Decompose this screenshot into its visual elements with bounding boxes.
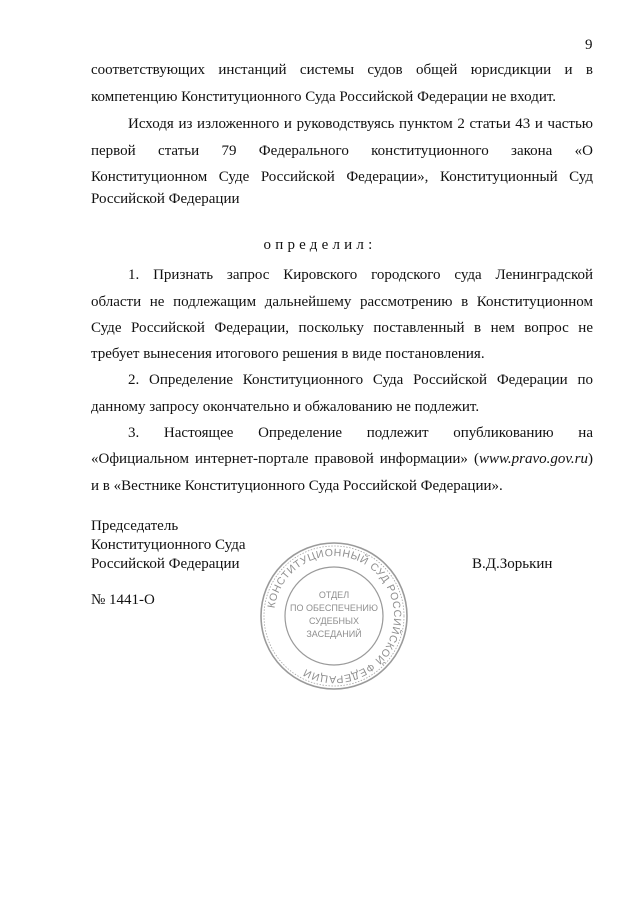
- paragraph-line: 2. Определение Конституционного Суда Российской Федерации по: [128, 372, 593, 388]
- paragraph-line: соответствующих инстанций системы судов общей юрисдикции и в: [91, 62, 593, 78]
- paragraph-line: [91, 450, 593, 468]
- page-number: 9: [585, 37, 593, 53]
- paragraph-line: первой статьи 79 Федерального конституционного закона «О: [91, 143, 593, 159]
- paragraph-line: требует вынесения итогового решения в виде постановления.: [91, 346, 485, 362]
- paragraph-line: Российской Федерации: [91, 191, 240, 207]
- paragraph-line: Суде Российской Федерации, поскольку поставленный в нем вопрос не: [91, 320, 593, 336]
- paragraph-line: 1. Признать запрос Кировского городского суда Ленинградской: [128, 267, 593, 283]
- official-seal: [258, 540, 410, 692]
- signature-title-line: Конституционного Суда: [91, 537, 246, 553]
- paragraph-line: области не подлежащим дальнейшему рассмотрению в Конституционном: [91, 294, 593, 310]
- text-segment: «Официальном интернет-портале правовой информации» (: [91, 451, 479, 467]
- url-text: www.pravo.gov.ru: [478, 451, 588, 467]
- paragraph-line: компетенцию Конституционного Суда Российской Федерации не входит.: [91, 89, 557, 105]
- paragraph-line: данному запросу окончательно и обжалованию не подлежит.: [91, 399, 480, 415]
- paragraph-line: Конституционном Суде Российской Федерации», Конституционный Суд: [91, 169, 593, 185]
- signatory-name: В.Д.Зорькин: [472, 556, 553, 572]
- seal-outer-text: КОНСТИТУЦИОННЫЙ СУД РОССИЙСКОЙ ФЕДЕРАЦИИ: [265, 546, 404, 686]
- paragraph-line: Исходя из изложенного и руководствуясь пунктом 2 статьи 43 и частью: [128, 116, 593, 132]
- seal-inner-line: ЗАСЕДАНИЙ: [306, 629, 362, 639]
- paragraph-line: и в «Вестнике Конституционного Суда Российской Федерации».: [91, 478, 503, 494]
- seal-inner-line: СУДЕБНЫХ: [309, 616, 359, 626]
- paragraph-line: 3. Настоящее Определение подлежит опубликованию на: [128, 425, 593, 441]
- ruling-heading: определил:: [263, 237, 377, 253]
- seal-inner-line: ОТДЕЛ: [318, 590, 350, 600]
- document-number: № 1441-О: [91, 592, 155, 608]
- seal-inner-line: ПО ОБЕСПЕЧЕНИЮ: [290, 603, 378, 613]
- signature-title-line: Председатель: [91, 518, 179, 534]
- text-segment: ): [588, 451, 593, 467]
- signature-title-line: Российской Федерации: [91, 556, 240, 572]
